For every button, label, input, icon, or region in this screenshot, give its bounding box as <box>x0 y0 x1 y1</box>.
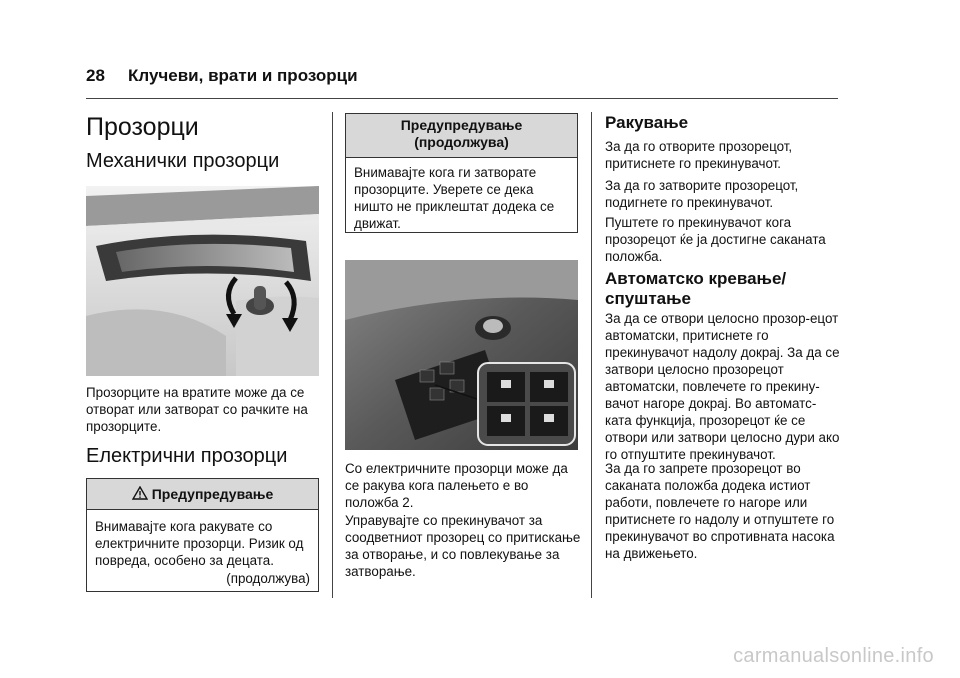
watermark: carmanualsonline.info <box>733 645 934 667</box>
chapter-title: Клучеви, врати и прозорци <box>128 66 358 85</box>
warning-triangle-icon <box>132 480 148 510</box>
warning-continued-header <box>346 114 577 158</box>
operation-heading: Ракување <box>605 113 689 132</box>
auto-updown-heading-line2: спуштање <box>605 289 691 308</box>
warning-header <box>87 479 318 510</box>
right-paragraph-5: За да го запрете прозорецот во саканата положба додека истиот работи, повлечете го нагоре или притиснете го надолу и отпуштете го прекинувачот во спротивната насока на движењето. <box>605 461 835 561</box>
manual-window-figure <box>86 186 319 376</box>
page-number: 28 <box>86 66 105 85</box>
warning-label: Предупредување <box>151 486 274 502</box>
warning-continued-text: Внимавајте кога ги затворате прозорците. Уверете се дека ништо не приклештат додека се движат. <box>354 165 555 231</box>
door-handle-illustration <box>86 186 319 376</box>
warning-text: Внимавајте кога ракувате со електричните прозорци. Ризик од повреда, особено за децата. <box>95 519 304 568</box>
electric-windows-heading: Електрични прозорци <box>86 445 288 467</box>
column-divider-right <box>591 112 592 598</box>
right-paragraph-3: Пуштете го прекинувачот кога прозорецот ќе ја достигне саканата положба. <box>605 215 826 264</box>
auto-updown-heading <box>605 269 786 309</box>
continued-label: (продолжува) <box>226 571 310 586</box>
right-paragraph-2: За да го затворите прозорецот, подигнете го прекинувачот. <box>605 178 799 210</box>
warning-continued-title: Предупредување <box>400 117 523 133</box>
right-paragraph-1: За да го отворите прозорецот, притиснете го прекинувачот. <box>605 139 793 171</box>
window-switch-illustration <box>345 260 578 450</box>
auto-updown-heading-line1: Автоматско кревање/ <box>605 269 787 288</box>
middle-paragraph-2: Управувајте со прекинувачот за соодветниот прозорец со притискање за отворање, и со повлекување за затворање. <box>345 513 581 579</box>
window-switch-figure <box>345 260 578 450</box>
manual-windows-heading: Механички прозорци <box>86 150 280 172</box>
manual-windows-caption: Прозорците на вратите може да се отворат или затворат со рачките на прозорците. <box>86 385 308 434</box>
header-rule <box>86 98 838 99</box>
right-paragraph-4: За да се отвори целосно прозор-ецот автоматски, притиснете го прекинувачот надолу докрај. За да се затвори целосно прозорецот автоматски, повлечете го прекину-вачот нагоре докрај. Во автоматс-ката функција, прозорецот ќе се отвори или затвори целосно дури ако го отпуштите прекинувачот. <box>605 311 840 462</box>
warning-box-continued <box>345 113 578 233</box>
warning-continued-subtitle: (продолжува) <box>414 134 509 150</box>
warning-box <box>86 478 319 592</box>
page-header <box>86 66 358 86</box>
column-divider-left <box>332 112 333 598</box>
middle-paragraph-1: Со електричните прозорци може да се ракува кога палењето е во положба 2. <box>345 461 568 510</box>
section-title: Прозорци <box>86 113 199 141</box>
